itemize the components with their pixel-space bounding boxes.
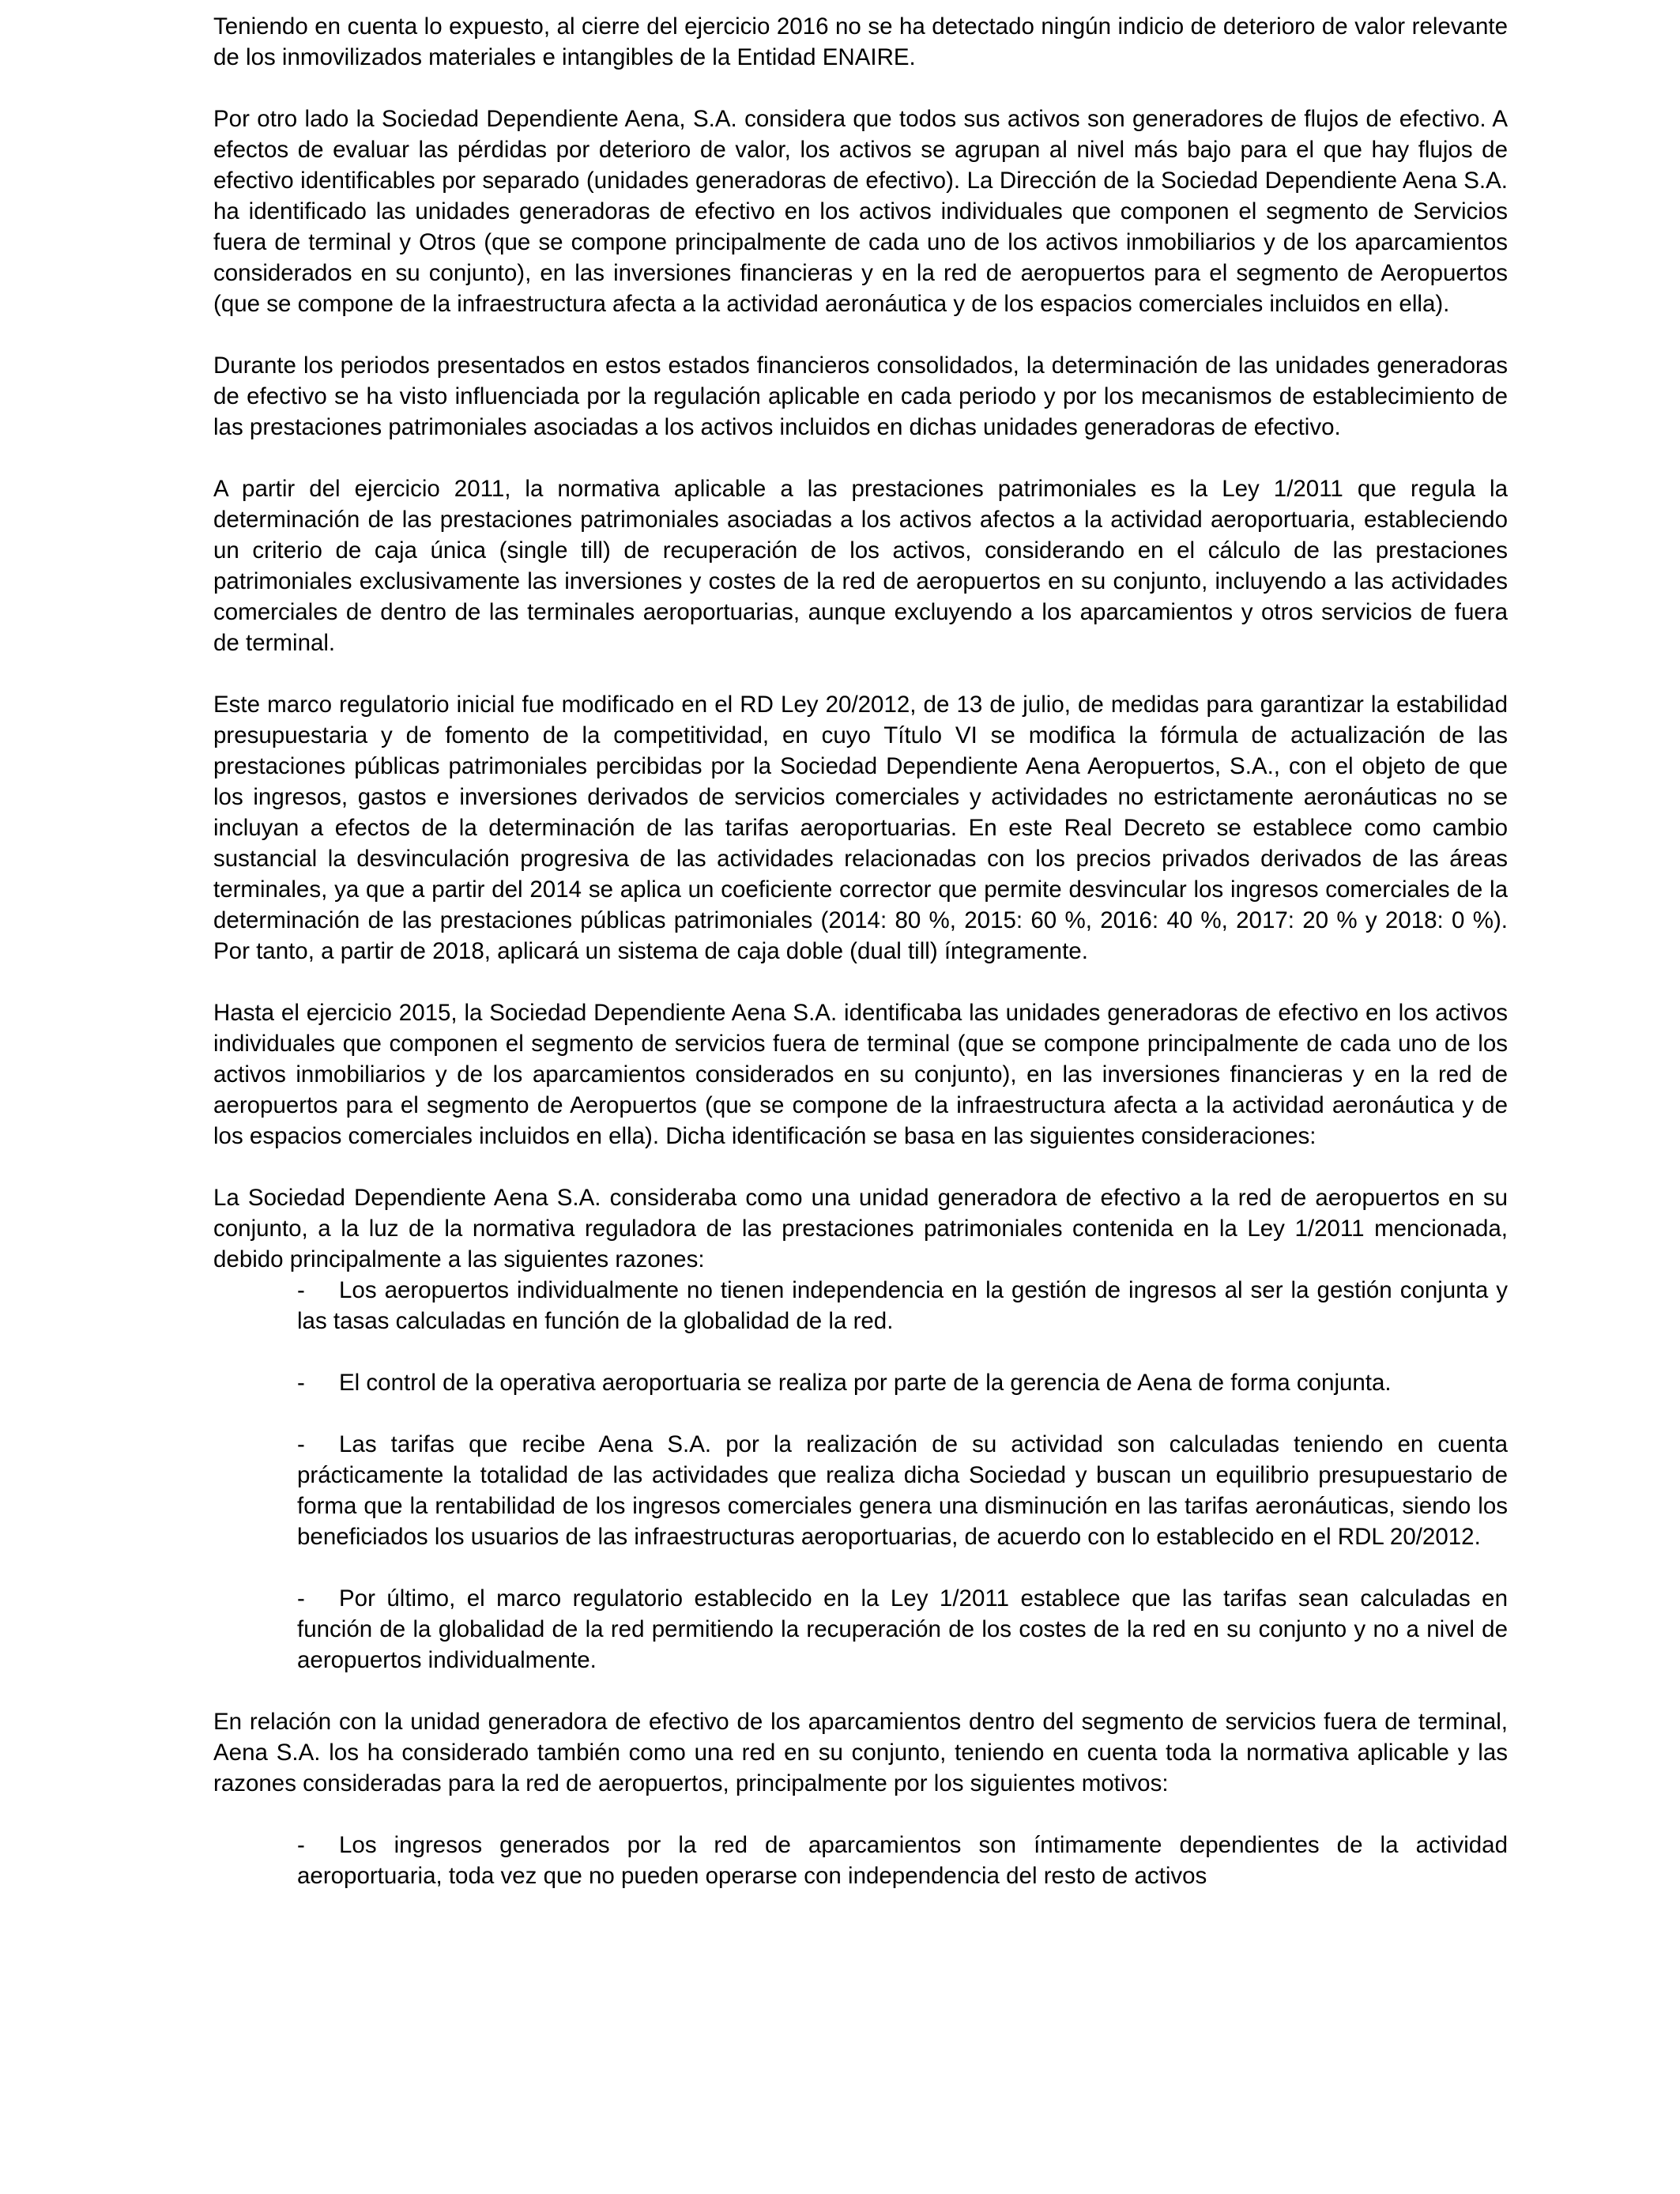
list-item [297,1275,1508,1336]
list-item-text: Por último, el marco regulatorio establecido en la Ley 1/2011 establece que las tarifas sean calculadas en función de la globalidad de la red permitiendo la recuperación de los costes de la red en su conjunto y no a nivel de aeropuertos individualmente. [297,1585,1508,1673]
bullet-list-motivos-aparcamientos [213,1830,1508,1891]
list-item-text: Los aeropuertos individualmente no tienen independencia en la gestión de ingresos al ser la gestión conjunta y las tasas calculadas en función de la globalidad de la red. [297,1277,1508,1334]
paragraph-ley-1-2011: A partir del ejercicio 2011, la normativa aplicable a las prestaciones patrimoniales es la Ley 1/2011 que regula la determinación de las prestaciones patrimoniales asociadas a los activos afectos a la actividad aeroportuaria, estableciendo un criterio de caja única (single till) de recuperación de los activos, considerando en el cálculo de las prestaciones patrimoniales exclusivamente las inversiones y costes de la red de aeropuertos en su conjunto, incluyendo a las actividades comerciales de dentro de las terminales aeroportuarias, aunque excluyendo a los aparcamientos y otros servicios de fuera de terminal. [213,476,1508,656]
dash-marker: - [297,1431,305,1457]
paragraph-hasta-2015: Hasta el ejercicio 2015, la Sociedad Dependiente Aena S.A. identificaba las unidades generadoras de efectivo en los activos individuales que componen el segmento de servicios fuera de terminal (que se compone principalmente de cada uno de los activos inmobiliarios y de los aparcamientos considerados en su conjunto), en las inversiones financieras y en la red de aeropuertos para el segmento de Aeropuertos (que se compone de la infraestructura afecta a la actividad aeronáutica y de los espacios comerciales incluidos en ella). Dicha identificación se basa en las siguientes consideraciones: [213,1000,1508,1149]
list-item [297,1830,1508,1891]
paragraph-deterioro-enaire: Teniendo en cuenta lo expuesto, al cierre del ejercicio 2016 no se ha detectado ningún indicio de deterioro de valor relevante de los inmovilizados materiales e intangibles de la Entidad ENAIRE. [213,13,1508,70]
list-item-text: Los ingresos generados por la red de aparcamientos son íntimamente dependientes de la actividad aeroportuaria, toda vez que no pueden operarse con independencia del resto de activos [297,1832,1508,1889]
list-item-text: El control de la operativa aeroportuaria se realiza por parte de la gerencia de Aena de forma conjunta. [339,1370,1392,1396]
list-item [297,1367,1508,1398]
paragraph-aparcamientos: En relación con la unidad generadora de efectivo de los aparcamientos dentro del segmento de servicios fuera de terminal, Aena S.A. los ha considerado también como una red en su conjunto, teniendo en cuenta toda la normativa aplicable y las razones consideradas para la red de aeropuertos, principalmente por los siguientes motivos: [213,1709,1508,1796]
list-item [297,1429,1508,1552]
paragraph-rd-ley-20-2012: Este marco regulatorio inicial fue modificado en el RD Ley 20/2012, de 13 de julio, de medidas para garantizar la estabilidad presupuestaria y de fomento de la competitividad, en cuyo Título VI se modifica la fórmula de actualización de las prestaciones públicas patrimoniales percibidas por la Sociedad Dependiente Aena Aeropuertos, S.A., con el objeto de que los ingresos, gastos e inversiones derivados de servicios comerciales y actividades no estrictamente aeronáuticas no se incluyan a efectos de la determinación de las tarifas aeroportuarias. En este Real Decreto se establece como cambio sustancial la desvinculación progresiva de las actividades relacionadas con los precios privados derivados de las áreas terminales, ya que a partir del 2014 se aplica un coeficiente corrector que permite desvincular los ingresos comerciales de la determinación de las prestaciones públicas patrimoniales (2014: 80 %, 2015: 60 %, 2016: 40 %, 2017: 20 % y 2018: 0 %). Por tanto, a partir de 2018, aplicará un sistema de caja doble (dual till) íntegramente. [213,692,1508,964]
dash-marker: - [297,1277,305,1303]
bullet-list-razones-aeropuertos [213,1275,1508,1676]
list-item-text: Las tarifas que recibe Aena S.A. por la realización de su actividad son calculadas teniendo en cuenta prácticamente la totalidad de las actividades que realiza dicha Sociedad y buscan un equilibrio presupuestario de forma que la rentabilidad de los ingresos comerciales genera una disminución en las tarifas aeronáuticas, siendo los beneficiados los usuarios de las infraestructuras aeroportuarias, de acuerdo con lo establecido en el RDL 20/2012. [297,1431,1508,1550]
dash-marker: - [297,1832,305,1858]
document-page [213,11,1508,1891]
paragraph-activos-generadores: Por otro lado la Sociedad Dependiente Aena, S.A. considera que todos sus activos son generadores de flujos de efectivo. A efectos de evaluar las pérdidas por deterioro de valor, los activos se agrupan al nivel más bajo para el que hay flujos de efectivo identificables por separado (unidades generadoras de efectivo). La Dirección de la Sociedad Dependiente Aena S.A. ha identificado las unidades generadoras de efectivo en los activos individuales que componen el segmento de Servicios fuera de terminal y Otros (que se compone principalmente de cada uno de los activos inmobiliarios y de los aparcamientos considerados en su conjunto), en las inversiones financieras y en la red de aeropuertos para el segmento de Aeropuertos (que se compone de la infraestructura afecta a la actividad aeronáutica y de los espacios comerciales incluidos en ella). [213,106,1508,317]
paragraph-red-aeropuertos: La Sociedad Dependiente Aena S.A. consideraba como una unidad generadora de efectivo a la red de aeropuertos en su conjunto, a la luz de la normativa reguladora de las prestaciones patrimoniales contenida en la Ley 1/2011 mencionada, debido principalmente a las siguientes razones: [213,1185,1508,1272]
section-intro [213,11,1508,1275]
list-item [297,1583,1508,1676]
paragraph-periodos-presentados: Durante los periodos presentados en estos estados financieros consolidados, la determinación de las unidades generadoras de efectivo se ha visto influenciada por la regulación aplicable en cada periodo y por los mecanismos de establecimiento de las prestaciones patrimoniales asociadas a los activos incluidos en dichas unidades generadoras de efectivo. [213,352,1508,440]
dash-marker: - [297,1370,305,1396]
dash-marker: - [297,1585,305,1612]
